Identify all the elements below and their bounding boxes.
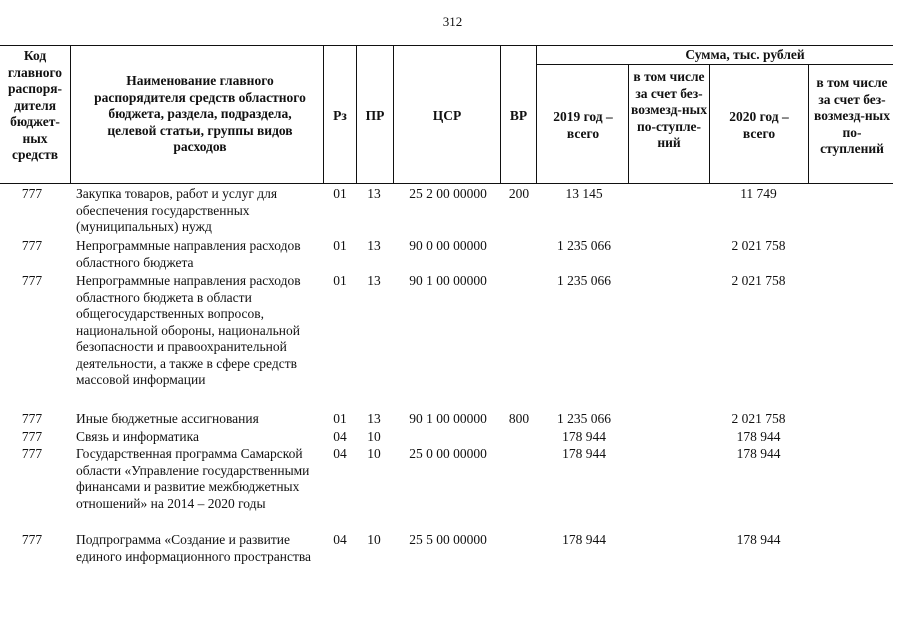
- row-name: Связь и информатика: [76, 429, 199, 444]
- row-kod: 777: [21, 429, 43, 444]
- sum-subheader-line: [536, 64, 893, 65]
- header-col-divider: [628, 64, 629, 184]
- row-sum-2019: 1 235 066: [557, 411, 611, 426]
- row-rz: 04: [333, 446, 347, 461]
- row-kod: 777: [21, 411, 43, 426]
- header-2019-total: 2019 год – всего: [553, 109, 613, 141]
- header-col-divider: [536, 45, 537, 184]
- row-pr: 10: [367, 446, 381, 461]
- header-col-divider: [808, 64, 809, 184]
- row-sum-2020: 2 021 758: [731, 238, 786, 253]
- row-csr: 90 1 00 00000: [409, 273, 487, 288]
- row-csr: 90 0 00 00000: [409, 238, 487, 253]
- row-sum-2020: 178 944: [736, 446, 781, 461]
- row-name: Закупка товаров, работ и услуг для обеспечения государственных (муниципальных) нужд: [76, 186, 278, 234]
- row-csr: 90 1 00 00000: [409, 411, 487, 426]
- row-vr: 800: [508, 411, 530, 426]
- row-pr: 13: [367, 238, 381, 253]
- row-csr: 25 0 00 00000: [409, 446, 487, 461]
- row-vr: 200: [508, 186, 530, 201]
- row-sum-2019: 1 235 066: [557, 273, 611, 288]
- row-rz: 01: [333, 186, 347, 201]
- header-2020-free: в том числе за счет без-возмезд-ных по-ступлений: [814, 75, 890, 156]
- row-sum-2019: 178 944: [562, 446, 606, 461]
- row-csr: 25 5 00 00000: [409, 532, 487, 547]
- row-name: Непрограммные направления расходов областного бюджета: [76, 238, 301, 270]
- page-number: 312: [442, 14, 463, 29]
- header-col-divider: [70, 45, 71, 184]
- row-pr: 13: [367, 273, 381, 288]
- row-kod: 777: [21, 238, 43, 253]
- row-pr: 10: [367, 532, 381, 547]
- row-name: Непрограммные направления расходов областного бюджета в области общегосударственных вопросов, национальной обороны, национальной безопасности и правоохранительной деятельности, а также в сфере средств массовой информации: [76, 273, 301, 387]
- header-col-divider: [709, 64, 710, 184]
- row-sum-2020: 178 944: [736, 429, 781, 444]
- row-sum-2019: 1 235 066: [557, 238, 611, 253]
- header-pr: ПР: [365, 108, 385, 123]
- row-pr: 13: [367, 411, 381, 426]
- row-sum-2020: 2 021 758: [731, 411, 786, 426]
- row-name: Иные бюджетные ассигнования: [76, 411, 259, 426]
- row-sum-2020: 2 021 758: [731, 273, 786, 288]
- row-kod: 777: [21, 186, 43, 201]
- row-sum-2019: 178 944: [562, 532, 606, 547]
- row-kod: 777: [21, 273, 43, 288]
- row-csr: 25 2 00 00000: [409, 186, 487, 201]
- header-name: Наименование главного распорядителя средств областного бюджета, раздела, подраздела, целевой статьи, группы видов расходов: [94, 73, 306, 154]
- header-2019-free: в том числе за счет без-возмезд-ных по-ступле-ний: [631, 69, 707, 150]
- row-rz: 01: [333, 238, 347, 253]
- row-name: Подпрограмма «Создание и развитие единого информационного пространства: [76, 532, 312, 564]
- row-sum-2019: 13 145: [565, 186, 603, 201]
- header-2020-total: 2020 год – всего: [729, 109, 789, 141]
- header-bottom-border: [0, 183, 893, 184]
- row-rz: 01: [333, 411, 347, 426]
- row-rz: 04: [333, 429, 347, 444]
- header-rz: Рз: [333, 108, 347, 123]
- row-pr: 13: [367, 186, 381, 201]
- row-sum-2020: 11 749: [740, 186, 777, 201]
- row-kod: 777: [21, 532, 43, 547]
- row-rz: 04: [333, 532, 347, 547]
- row-sum-2019: 178 944: [562, 429, 606, 444]
- header-top-border: [0, 45, 893, 46]
- row-pr: 10: [367, 429, 381, 444]
- row-kod: 777: [21, 446, 43, 461]
- row-rz: 01: [333, 273, 347, 288]
- row-sum-2020: 178 944: [736, 532, 781, 547]
- header-sum-group: Сумма, тыс. рублей: [685, 47, 805, 62]
- row-name: Государственная программа Самарской области «Управление государственными финансами и развитие межбюджетных отношений» на 2014 – 2020 годы: [76, 446, 310, 511]
- header-kod: Код главного распоря-дителя бюджет-ных средств: [7, 48, 63, 162]
- header-csr: ЦСР: [432, 108, 462, 123]
- header-vr: ВР: [509, 108, 528, 123]
